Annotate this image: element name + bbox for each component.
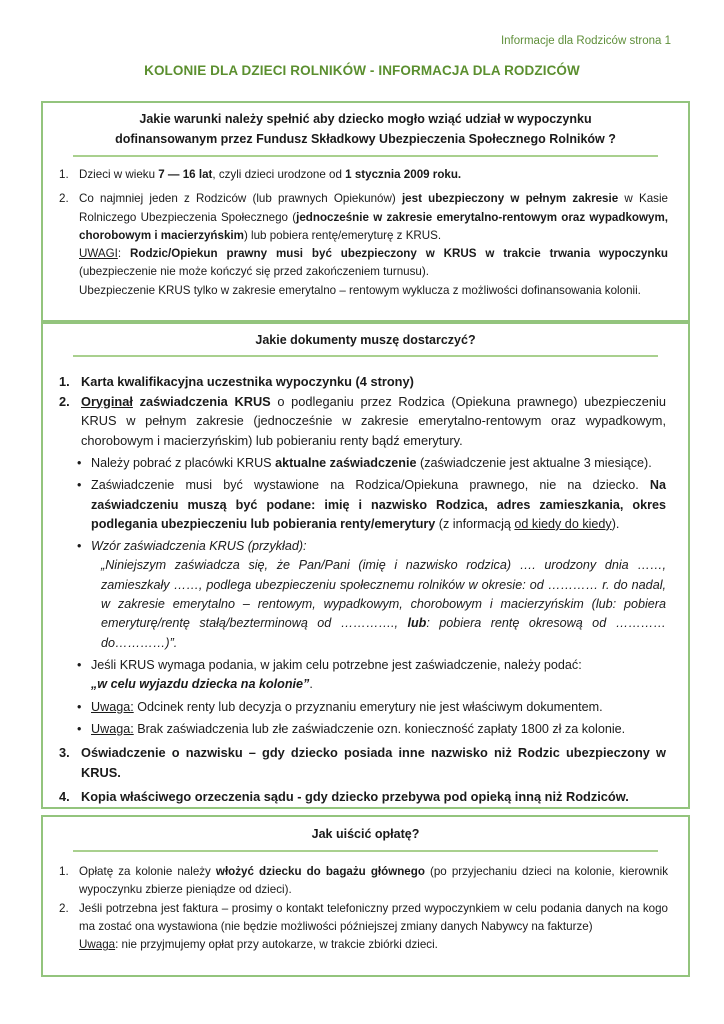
document-card <box>43 372 688 392</box>
conditions-heading <box>43 103 688 149</box>
section-divider <box>73 850 658 852</box>
bold-text: Karta kwalifikacyjna uczestnika wypoczynku (4 strony) <box>81 374 414 389</box>
text: (ubezpieczenie nie może kończyć się przed zakończeniem turnusu). <box>79 265 429 279</box>
text: (po przyjechaniu dzieci na kolonie, kierownik wypoczynku zbierze pieniądze od dzieci). <box>79 865 669 897</box>
bold-text: Kopia właściwego orzeczenia sądu - gdy dziecko przebywa pod opieką inną niż Rodziców. <box>81 789 629 805</box>
documents-list-continued <box>43 743 688 807</box>
text: Ubezpieczenie KRUS tylko w zakresie emerytalno – rentowym wyklucza z możliwości dofinansowania kolonii. <box>79 283 641 297</box>
conditions-heading-line1: Jakie warunki należy spełnić aby dziecko mogło wziąć udział w wypoczynku <box>139 112 592 126</box>
italic-text: : pobiera rentę okresową od ………… do…………)”. <box>101 616 666 650</box>
text: (zaświadczenie jest aktualne 3 miesiące). <box>416 456 652 470</box>
document-court <box>43 787 688 807</box>
bold-text: jest ubezpieczony w pełnym zakresie <box>401 192 619 206</box>
payment-invoice <box>43 900 688 955</box>
italic-text: „Niniejszym zaświadcza się, że Pan/Pani (imię i nazwisko rodzica) …. urodzony dnia ……, zamieszkały ……, podlega ubezpieczeniu społecznemu rolników w okresie: od ………… r. do nadal, w zakresie emerytalno – rentowym, wypadkowym, chorobowym i macierzyńskim (lub: pobiera emeryturę/rentę stałą/bezterminową od …………., <box>101 558 666 631</box>
text: Co najmniej jeden z Rodziców (lub prawnych Opiekunów) <box>79 192 402 206</box>
note-label: Uwaga: <box>91 699 134 714</box>
bullet-icon: • <box>77 721 82 736</box>
birth-date: 1 stycznia 2009 roku. <box>345 168 462 181</box>
bullet-icon: • <box>77 657 82 672</box>
bold-text: Oryginał <box>81 393 133 409</box>
payment-cash <box>43 863 688 900</box>
list-number: 1. <box>59 374 70 389</box>
documents-list <box>43 372 688 450</box>
bullet-icon: • <box>77 699 82 714</box>
section-divider <box>73 355 658 357</box>
note-item <box>43 656 688 695</box>
note-item <box>43 720 688 739</box>
note-label: Uwaga: <box>91 721 134 736</box>
list-number: 2. <box>59 901 69 915</box>
text: Opłatę za kolonie należy <box>79 865 216 878</box>
page-title: KOLONIE DLA DZIECI ROLNIKÓW - INFORMACJA DLA RODZICÓW <box>144 63 580 78</box>
document-surname <box>43 743 688 782</box>
note-label: UWAGI <box>79 247 118 261</box>
note-item <box>43 537 688 653</box>
bold-text: zaświadczenia KRUS <box>132 393 271 409</box>
bold-text: aktualne zaświadczenie <box>275 456 417 470</box>
text: . <box>309 677 313 692</box>
conditions-heading-line2: dofinansowanym przez Fundusz Składkowy Ubezpieczenia Społecznego Rolników ? <box>115 132 616 146</box>
bullet-icon: • <box>77 456 82 470</box>
condition-insurance <box>43 190 688 300</box>
documents-heading: Jakie dokumenty muszę dostarczyć? <box>255 333 476 347</box>
note-item <box>43 698 688 717</box>
text: Jeśli KRUS wymaga podania, w jakim celu potrzebne jest zaświadczenie, należy podać: <box>91 657 582 672</box>
page-header: Informacje dla Rodziców strona 1 <box>500 35 671 47</box>
text: Odcinek renty lub decyzja o przyznaniu emerytury nie jest właściwym dokumentem. <box>133 699 603 714</box>
documents-section <box>41 322 690 809</box>
list-number: 4. <box>59 789 70 805</box>
bold-text: Na zaświadczeniu muszą być podane: imię i nazwisko Rodzica, adres zamieszkania, okres podlegania ubezpieczeniu lub pobierania renty/emerytury <box>91 478 666 531</box>
text: Jeśli potrzebna jest faktura – prosimy o kontakt telefoniczny przed wypoczynkiem w celu podania danych na kogo ma zostać ona wystawiona (nie będzie możliwości późniejszej zmiany danych Nabywcy na fakturze) <box>79 901 668 933</box>
list-number: 1. <box>59 168 69 181</box>
certificate-template <box>91 556 666 652</box>
conditions-section <box>41 101 690 322</box>
age-range: 7 — 16 lat <box>158 168 213 181</box>
text: w Kasie Rolniczego Ubezpieczenia Społecznego ( <box>79 192 668 224</box>
text: Zaświadczenie musi być wystawione na Rodzica/Opiekuna prawnego, nie na dziecko. <box>91 478 650 493</box>
text: Dzieci w wieku <box>79 168 159 181</box>
bullet-icon: • <box>77 539 82 554</box>
underlined-text: od kiedy do kiedy <box>514 516 612 531</box>
text: , czyli dzieci urodzone od <box>212 168 346 181</box>
section-divider <box>73 155 658 157</box>
document-krus <box>43 392 688 451</box>
text: Brak zaświadczenia lub złe zaświadczenie ozn. konieczność zapłaty 1800 zł za kolonie. <box>133 721 626 736</box>
note-label: Uwaga <box>79 938 116 952</box>
text: : nie przyjmujemy opłat przy autokarze, w trakcie zbiórki dzieci. <box>115 938 438 952</box>
italic-text: Wzór zaświadczenia KRUS (przykład): <box>91 539 307 554</box>
list-number: 2. <box>59 192 69 206</box>
text: o podleganiu przez Rodzica (Opiekuna prawnego) ubezpieczeniu KRUS w pełnym zakresie (jednocześnie w zakresie emerytalno-rentowym oraz wypadkowym, chorobowym i macierzyńskim) lub pobieraniu renty bądź emerytury. <box>81 393 666 448</box>
bold-text: Oświadczenie o nazwisku – gdy dziecko posiada inne nazwisko niż Rodzic ubezpieczony w KRUS. <box>81 745 666 780</box>
payment-section <box>41 815 690 977</box>
conditions-list <box>43 166 688 300</box>
condition-age <box>43 166 688 184</box>
text: ) lub pobiera rentę/emeryturę z KRUS. <box>243 228 442 242</box>
list-number: 1. <box>59 865 69 878</box>
list-number: 3. <box>59 745 70 761</box>
text: ). <box>611 516 620 531</box>
bold-text: Rodzic/Opiekun prawny musi być ubezpieczony w KRUS w trakcie trwania wypoczynku <box>129 247 668 261</box>
list-number: 2. <box>59 393 70 409</box>
text: Należy pobrać z placówki KRUS <box>91 456 276 470</box>
note-item <box>43 476 688 534</box>
payment-heading: Jak uiścić opłatę? <box>311 827 420 841</box>
text: : <box>117 247 130 261</box>
payment-list <box>43 863 688 954</box>
krus-notes-list <box>43 454 688 739</box>
bullet-icon: • <box>77 478 82 493</box>
bold-text: jednocześnie w zakresie emerytalno-rentowym oraz wypadkowym, chorobowym i macierzyńskim <box>79 210 668 242</box>
bold-italic-text: „w celu wyjazdu dziecka na kolonie” <box>91 677 310 692</box>
bold-text: lub <box>407 616 427 631</box>
bold-text: włożyć dziecku do bagażu głównego <box>215 865 425 878</box>
text: (z informacją <box>435 516 515 531</box>
note-item <box>43 454 688 473</box>
